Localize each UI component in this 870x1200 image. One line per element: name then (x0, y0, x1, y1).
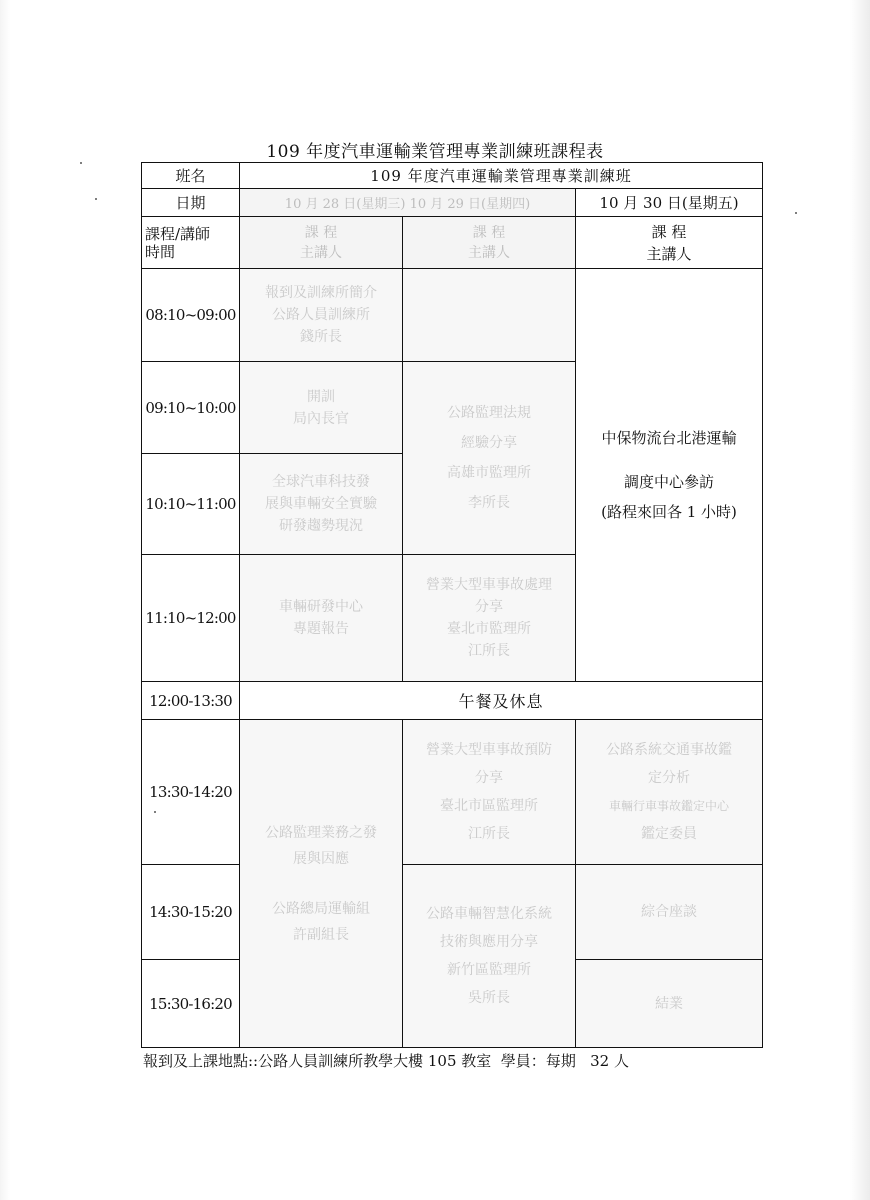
faded-cell: 結業 (576, 960, 763, 1048)
date-label: 日期 (142, 189, 240, 217)
lunch-break: 午餐及休息 (240, 682, 763, 720)
scan-speck (95, 198, 97, 200)
date-day2: 10 月 29 日(星期四) (409, 197, 531, 212)
faded-cell-empty (403, 269, 576, 362)
faded-cell: 車輛研發中心 專題報告 (240, 555, 403, 682)
scan-speck (795, 212, 797, 214)
schedule-table (141, 162, 763, 1048)
date-day3: 10 月 30 日(星期五) (576, 189, 763, 217)
time-lunch: 12:00-13:30 (142, 682, 240, 720)
time-1530: 15:30-16:20 (142, 960, 240, 1048)
time-1430: 14:30-15:20 (142, 865, 240, 960)
footer-location-note: 報到及上課地點::公路人員訓練所教學大樓 105 教室 學員：每期 32 人 (143, 1052, 629, 1070)
document-title: 109 年度汽車運輸業管理專業訓練班課程表 (266, 142, 604, 162)
faded-header-d1: 課 程 主講人 (240, 217, 403, 269)
class-title: 109 年度汽車運輸業管理專業訓練班 (240, 163, 763, 189)
faded-header-d2: 課 程 主講人 (403, 217, 576, 269)
faded-cell: 公路系統交通事故鑑 定分析 車輛行車事故鑑定中心 鑑定委員 (576, 720, 763, 865)
day3-header (576, 217, 763, 269)
class-name-label: 班名 (142, 163, 240, 189)
faded-cell: 綜合座談 (576, 865, 763, 960)
course-instructor-label: 課程/講師 (145, 224, 211, 243)
faded-cell: 營業大型車事故預防 分享 臺北市區監理所 江所長 (403, 720, 576, 865)
time-1110: 11:10~12:00 (142, 555, 240, 682)
course-time-header (142, 217, 240, 269)
time-0810: 08:10~09:00 (142, 269, 240, 362)
faded-dates (240, 189, 576, 217)
time-1010: 10:10~11:00 (142, 454, 240, 555)
faded-cell: 公路監理法規 經驗分享 高雄市監理所 李所長 (403, 362, 576, 555)
faded-cell: 營業大型車事故處理 分享 臺北市監理所 江所長 (403, 555, 576, 682)
time-1330: 13:30-14:20 (142, 720, 240, 865)
faded-cell: 公路車輛智慧化系統 技術與應用分享 新竹區監理所 吳所長 (403, 865, 576, 1048)
faded-cell: 開訓 局內長官 (240, 362, 403, 454)
faded-cell: 公路監理業務之發 展與因應 公路總局運輸組 許副組長 (240, 720, 403, 1048)
scan-speck (80, 162, 82, 164)
date-day1: 10 月 28 日(星期三) (284, 197, 406, 212)
faded-cell: 報到及訓練所簡介 公路人員訓練所 錢所長 (240, 269, 403, 362)
time-0910: 09:10~10:00 (142, 362, 240, 454)
time-label: 時間 (145, 242, 176, 261)
faded-cell: 全球汽車科技發 展與車輛安全實驗 研發趨勢現況 (240, 454, 403, 555)
course-label: 課 程 (651, 222, 687, 241)
instructor-label: 主講人 (646, 244, 692, 263)
day3-morning-visit: 中保物流台北港運輸 調度中心參訪 (路程來回各 1 小時) (576, 269, 763, 682)
